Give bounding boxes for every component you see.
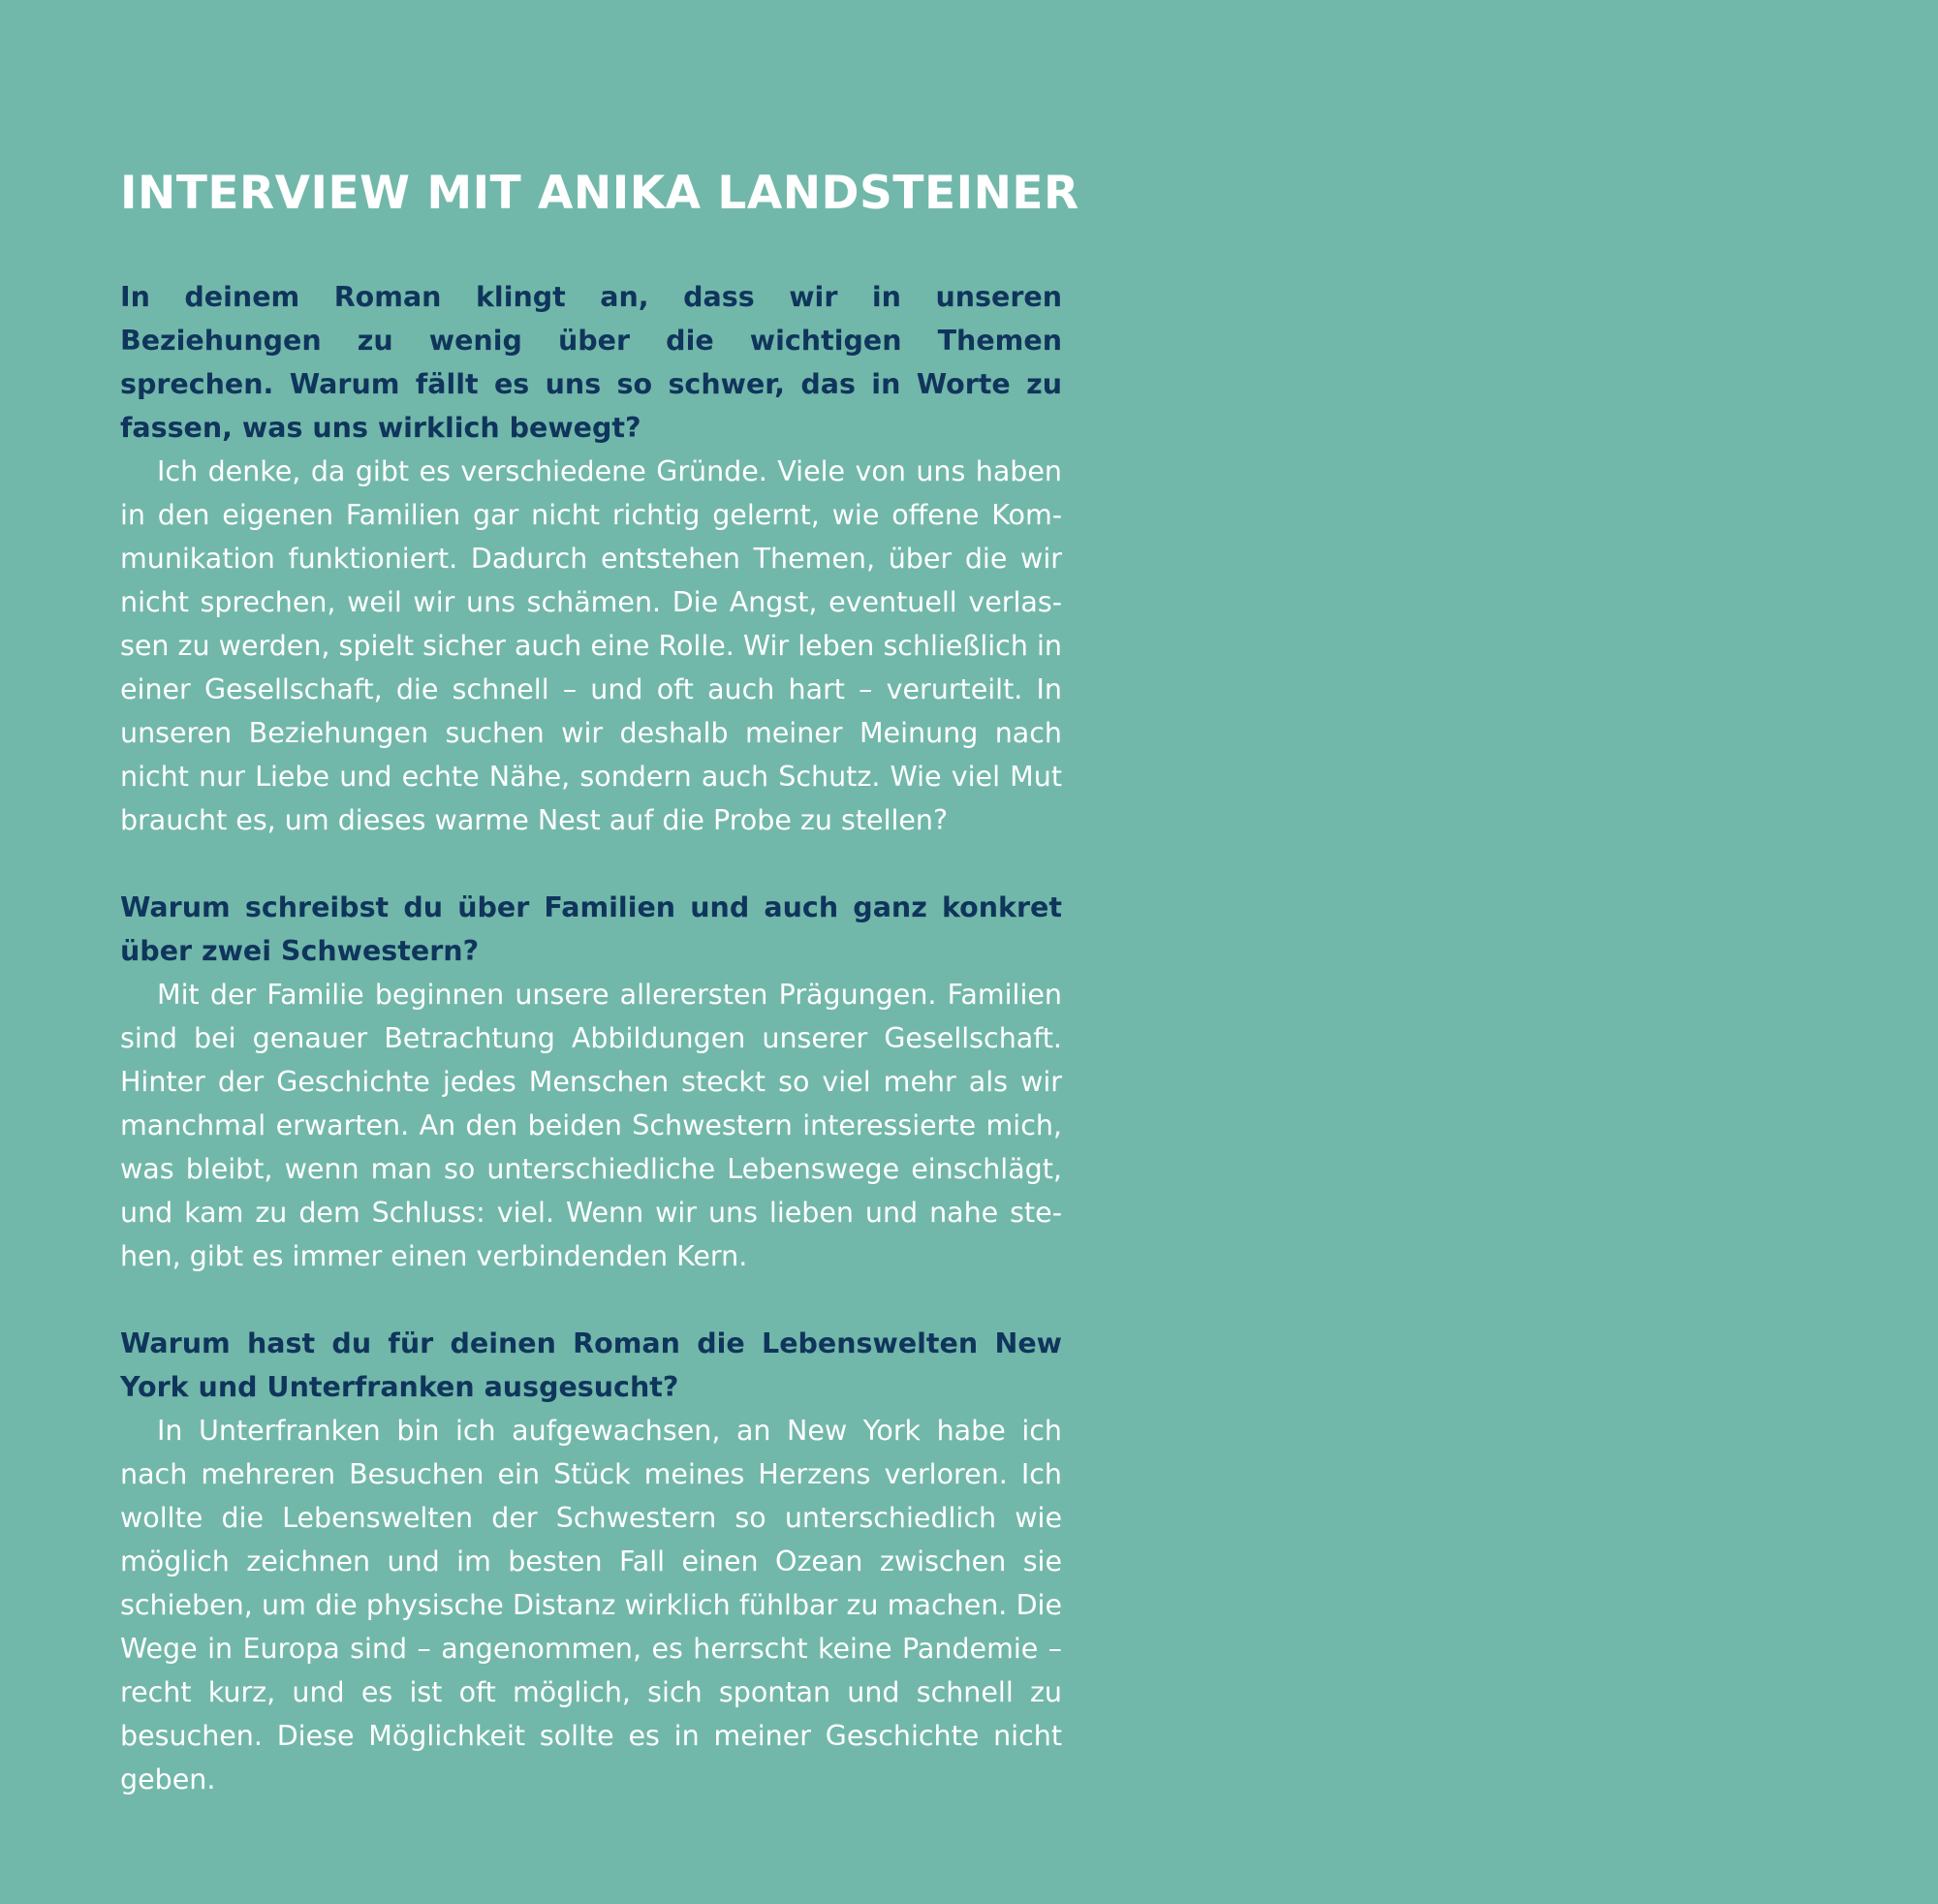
question-3: Warum hast du für deinen Roman die Lebenswelten New York und Unterfranken ausgesucht? — [120, 1327, 1062, 1403]
question-1: In deinem Roman klingt an, dass wir in unseren Beziehungen zu wenig über die wichtigen Themen sprechen. Warum fällt es uns so schwer, das in Worte zu fassen, was uns wirklich bewegt? — [120, 281, 1062, 444]
answer-1: Ich denke, da gibt es verschiedene Gründe. Viele von uns haben in den eigenen Familien gar nicht richtig gelernt, wie offene Kommunikation funktioniert. Dadurch entstehen Themen, über die wir nicht sprechen, weil wir uns schämen. Die Angst, eventuell verlassen zu werden, spielt sicher auch eine Rolle. Wir leben schließlich in einer Gesellschaft, die schnell – und oft auch hart – verurteilt. In unseren Beziehungen suchen wir deshalb meiner Meinung nach nicht nur Liebe und echte Nähe, sondern auch Schutz. Wie viel Mut braucht es, um dieses warme Nest auf die Probe zu stellen? — [120, 455, 1062, 836]
question-2: Warum schreibst du über Familien und auch ganz konkret über zwei Schwestern? — [120, 891, 1062, 967]
interview-column — [120, 163, 1079, 1845]
answer-2: Mit der Familie beginnen unsere allerersten Prägungen. Familien sind bei genauer Betrachtung Abbildungen unserer Gesellschaft. Hinter der Geschichte jedes Menschen steckt so viel mehr als wir manchmal erwarten. An den beiden Schwestern interessierte mich, was bleibt, wenn man so unterschiedliche Lebenswege einschlägt, und kam zu dem Schluss: viel. Wenn wir uns lieben und nahe stehen, gibt es immer einen verbindenden Kern. — [120, 979, 1062, 1272]
qa-block-1 — [120, 275, 1062, 842]
qa-block-3 — [120, 1322, 1062, 1801]
interview-title: INTERVIEW MIT ANIKA LANDSTEINER — [120, 167, 1079, 220]
answer-3: In Unterfranken bin ich aufgewachsen, an New York habe ich nach mehreren Besuchen ein Stück meines Herzens verloren. Ich wollte die Lebenswelten der Schwestern so unterschiedlich wie möglich zeichnen und im besten Fall einen Ozean zwischen sie schieben, um die physische Distanz wirklich fühlbar zu machen. Die Wege in Europa sind – angenommen, es herrscht keine Pandemie – recht kurz, und es ist oft möglich, sich spontan und schnell zu besuchen. Diese Möglichkeit sollte es in meiner Geschichte nicht geben. — [120, 1415, 1062, 1795]
qa-block-2 — [120, 886, 1062, 1278]
